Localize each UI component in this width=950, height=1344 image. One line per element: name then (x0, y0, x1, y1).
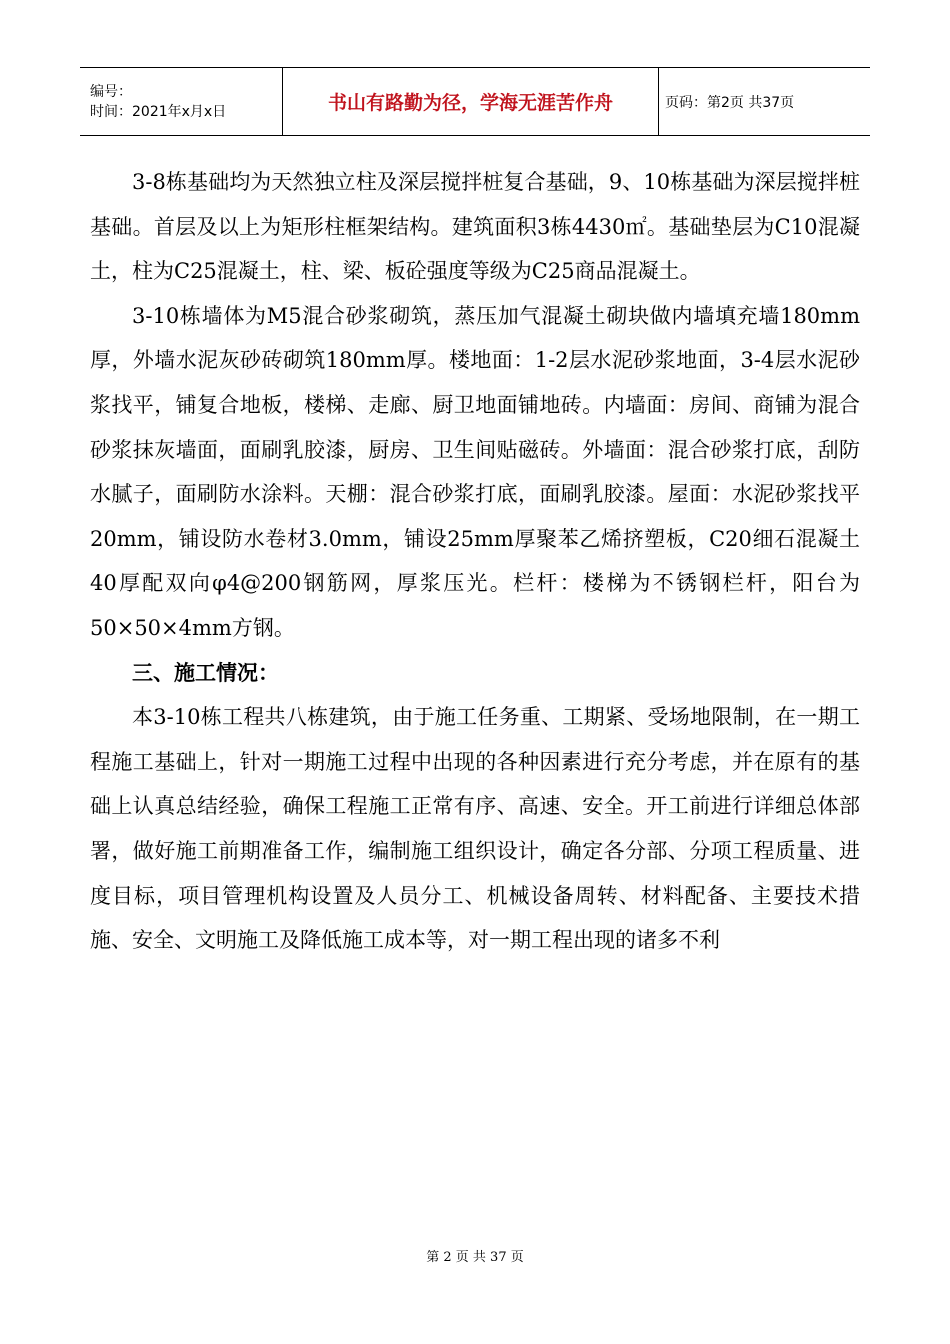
footer-page-number: 第 2 页 共 37 页 (426, 1250, 524, 1265)
paragraph-foundation: 3-8栋基础均为天然独立柱及深层搅拌桩复合基础，9、10栋基础为深层搅拌桩基础。首层及以上为矩形柱框架结构。建筑面积3栋4430㎡。基础垫层为C10混凝土，柱为C25混凝土，柱、梁、板砼强度等级为C25商品混凝土。 (90, 170, 860, 284)
header-motto: 书山有路勤为径，学海无涯苦作舟 (327, 92, 613, 114)
page-footer (0, 1246, 950, 1265)
header-motto-cell (283, 68, 659, 135)
document-body (90, 160, 860, 963)
paragraph-walls-finishes: 3-10栋墙体为M5混合砂浆砌筑，蒸压加气混凝土砌块做内墙填充墙180mm厚，外墙水泥灰砂砖砌筑180mm厚。楼地面：1-2层水泥砂浆地面，3-4层水泥砂浆找平，铺复合地板，楼梯、走廊、厨卫地面铺地砖。内墙面：房间、商铺为混合砂浆抹灰墙面，面刷乳胶漆，厨房、卫生间贴磁砖。外墙面：混合砂浆打底，刮防水腻子，面刷防水涂料。天棚：混合砂浆打底，面刷乳胶漆。屋面：水泥砂浆找平20mm，铺设防水卷材3.0mm，铺设25mm厚聚苯乙烯挤塑板，C20细石混凝土40厚配双向φ4@200钢筋网，厚浆压光。栏杆：楼梯为不锈钢栏杆，阳台为50×50×4mm方钢。 (90, 303, 860, 640)
header-page-cell (659, 68, 870, 135)
page-header (80, 67, 870, 136)
header-number-label: 编号： (90, 83, 132, 100)
header-meta-cell (80, 68, 283, 135)
header-page-info: 页码：第2页 共37页 (665, 94, 795, 111)
section-heading-construction: 三、施工情况： (132, 660, 279, 685)
paragraph-construction: 本3-10栋工程共八栋建筑，由于施工任务重、工期紧、受场地限制，在一期工程施工基础上，针对一期施工过程中出现的各种因素进行充分考虑，并在原有的基础上认真总结经验，确保工程施工正常有序、高速、安全。开工前进行详细总体部署，做好施工前期准备工作，编制施工组织设计，确定各分部、分项工程质量、进度目标，项目管理机构设置及人员分工、机械设备周转、材料配备、主要技术措施、安全、文明施工及降低施工成本等，对一期工程出现的诸多不利 (90, 705, 860, 953)
header-time-label: 时间：2021年x月x日 (90, 103, 227, 120)
